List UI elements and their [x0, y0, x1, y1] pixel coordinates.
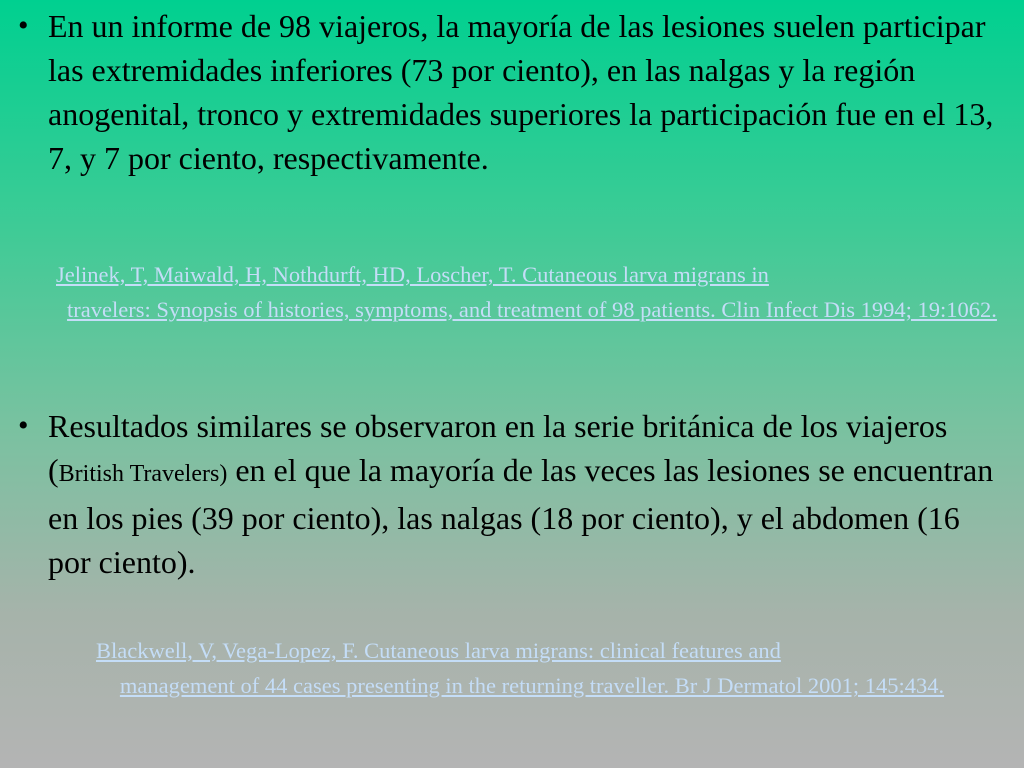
bullet-text-part: Resultados similares se observaron en la serie británica de los viajeros ( — [48, 408, 948, 488]
bullet-marker: • — [18, 9, 29, 42]
bullet-marker: • — [18, 409, 29, 442]
reference-link-blackwell[interactable] — [56, 633, 1008, 703]
reference-link-jelinek[interactable] — [56, 257, 1008, 327]
bullet-text-small: British Travelers) — [58, 461, 228, 487]
bullet-item-1 — [14, 4, 1004, 180]
reference-line[interactable]: Blackwell, V, Vega-Lopez, F. Cutaneous larva migrans: clinical features and — [96, 638, 781, 663]
bullet-text — [48, 404, 1004, 584]
reference-line[interactable]: Jelinek, T, Maiwald, H, Nothdurft, HD, Loscher, T. Cutaneous larva migrans in — [56, 262, 769, 287]
bullet-text-part: en el que la mayoría de las veces las lesiones se encuentran en los pies (39 por ciento), las nalgas (18 por ciento), y el abdomen (16 por ciento). — [48, 452, 994, 580]
reference-line[interactable]: travelers: Synopsis of histories, symptoms, and treatment of 98 patients. Clin Infect Dis 1994; 19:1062. — [67, 297, 997, 322]
reference-line[interactable]: management of 44 cases presenting in the returning traveller. Br J Dermatol 2001; 145:434. — [119, 673, 945, 698]
bullet-item-2 — [14, 404, 1004, 584]
bullet-text: En un informe de 98 viajeros, la mayoría de las lesiones suelen participar las extremidades inferiores (73 por ciento), en las nalgas y la región anogenital, tronco y extremidades superiores la participación fue en el 13, 7, y 7 por ciento, respectivamente. — [48, 8, 994, 176]
